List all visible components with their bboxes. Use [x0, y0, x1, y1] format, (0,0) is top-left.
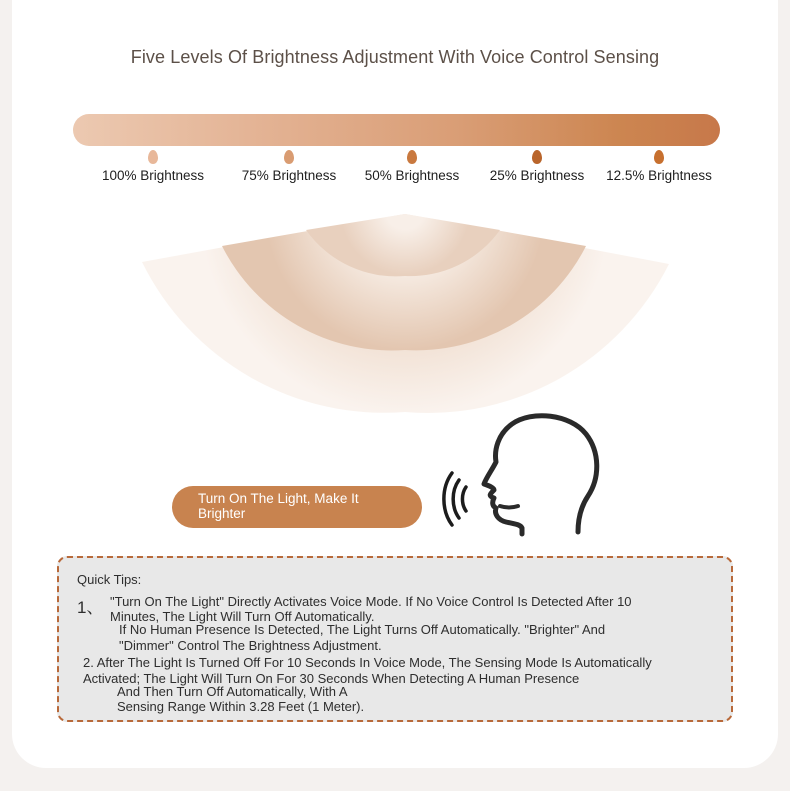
level-75	[219, 150, 359, 183]
drop-marker-icon	[284, 150, 294, 164]
level-label: 75% Brightness	[241, 168, 337, 183]
level-label: 12.5% Brightness	[606, 168, 712, 183]
level-label: 50% Brightness	[364, 168, 460, 183]
drop-marker-icon	[532, 150, 542, 164]
tip-number: 1、	[77, 598, 104, 617]
voice-command-bubble	[172, 486, 422, 528]
tip-text: "Dimmer" Control The Brightness Adjustment.	[119, 638, 382, 653]
drop-marker-icon	[148, 150, 158, 164]
tip-text: Sensing Range Within 3.28 Feet (1 Meter).	[117, 699, 365, 714]
page-title: Five Levels Of Brightness Adjustment With Voice Control Sensing	[130, 47, 660, 67]
speaking-head-icon	[440, 410, 610, 540]
voice-command-line: Turn On The Light, Make It	[198, 491, 359, 506]
tip-text: Minutes, The Light Will Turn Off Automatically.	[110, 609, 375, 624]
tips-heading: Quick Tips:	[77, 572, 142, 587]
drop-marker-icon	[654, 150, 664, 164]
level-label: 25% Brightness	[489, 168, 585, 183]
brightness-gradient-bar	[73, 114, 720, 146]
tip-text: Activated; The Light Will Turn On For 30 Seconds When Detecting A Human Presence	[83, 671, 580, 686]
tip-text: And Then Turn Off Automatically, With A	[117, 684, 348, 699]
level-12-5	[589, 150, 729, 183]
voice-command-line: Brighter	[198, 506, 246, 521]
sound-waves-icon	[444, 473, 466, 525]
light-spread-illustration	[140, 210, 670, 420]
level-25	[467, 150, 607, 183]
level-100	[83, 150, 223, 183]
tip-text: "Turn On The Light" Directly Activates Voice Mode. If No Voice Control Is Detected After 10	[110, 594, 632, 609]
tip-text: 2. After The Light Is Turned Off For 10 Seconds In Voice Mode, The Sensing Mode Is Automatically	[83, 655, 652, 670]
quick-tips-box	[57, 556, 733, 722]
level-label: 100% Brightness	[101, 168, 205, 183]
level-50	[342, 150, 482, 183]
tip-text: If No Human Presence Is Detected, The Light Turns Off Automatically. "Brighter" And	[119, 622, 606, 637]
drop-marker-icon	[407, 150, 417, 164]
